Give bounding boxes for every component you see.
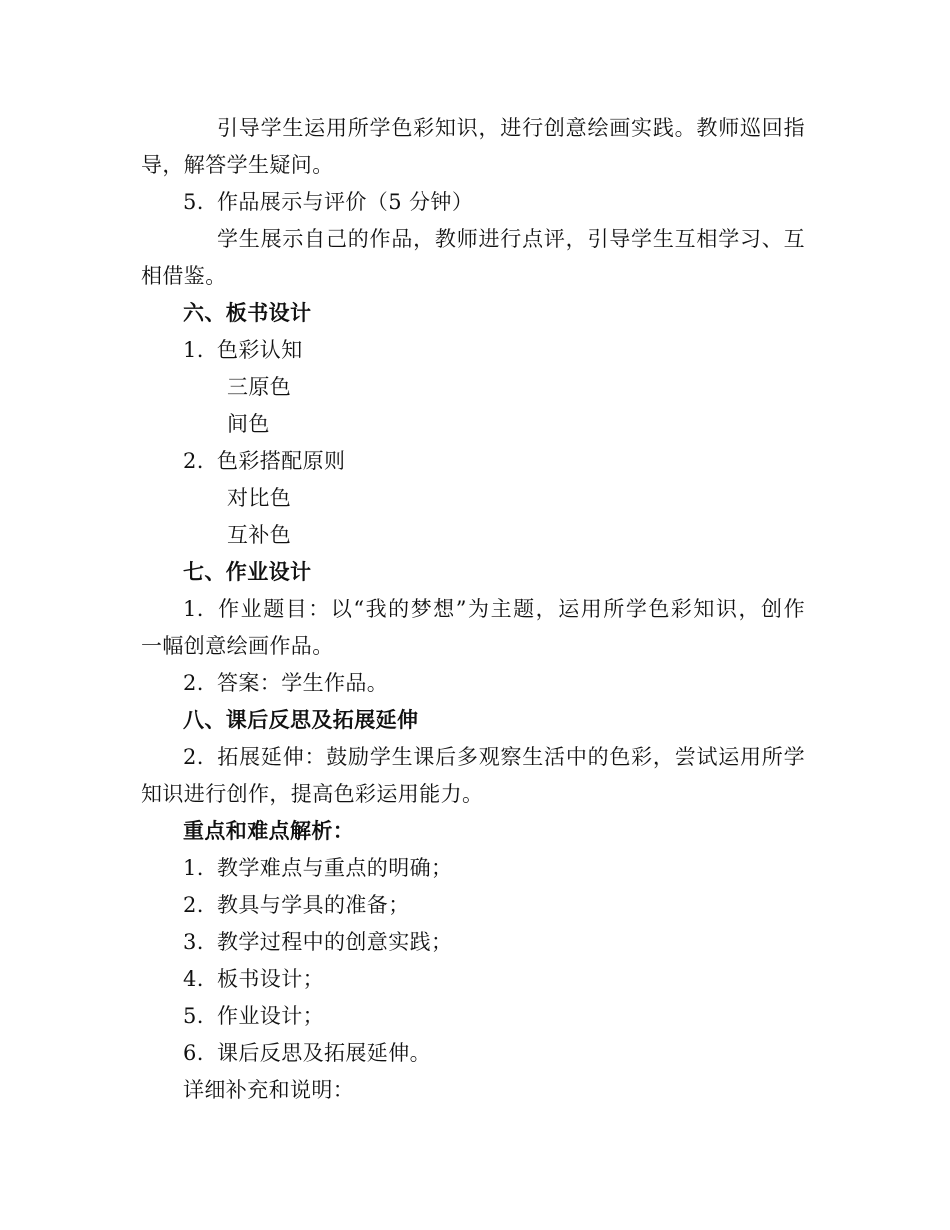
list-item [141, 850, 805, 887]
list-number: 2. [183, 449, 204, 473]
section-heading [141, 813, 805, 850]
sub-item [141, 406, 805, 443]
list-text: 课后反思及拓展延伸。 [217, 1041, 431, 1065]
section-heading-text: 六、板书设计 [183, 301, 312, 325]
list-number: 6. [183, 1041, 204, 1065]
list-text: 教具与学具的准备； [217, 893, 410, 917]
section-heading [141, 554, 805, 591]
section-heading-text: 八、课后反思及拓展延伸 [183, 708, 419, 732]
paragraph-text: 导，解答学生疑问。 [141, 153, 334, 177]
list-text: 答案：学生作品。 [217, 671, 389, 695]
paragraph-text: 相借鉴。 [141, 264, 227, 288]
list-item [141, 887, 805, 924]
list-text: 板书设计； [217, 967, 324, 991]
list-number: 2. [183, 893, 204, 917]
section-heading-text: 重点和难点解析： [183, 819, 355, 843]
sub-item-text: 三原色 [227, 375, 292, 399]
list-item [141, 998, 805, 1035]
paragraph-line [141, 1072, 805, 1109]
list-item [141, 924, 805, 961]
list-item [141, 665, 805, 702]
paragraph-line [141, 628, 805, 665]
list-number: 2. [183, 671, 204, 695]
paragraph-text: 一幅创意绘画作品。 [141, 634, 334, 658]
list-text: 作品展示与评价（5 分钟） [217, 190, 474, 214]
list-number: 1. [183, 338, 204, 362]
list-text: 拓展延伸：鼓励学生课后多观察生活中的色彩，尝试运用所学 [217, 745, 805, 769]
sub-item-text: 间色 [227, 412, 270, 436]
list-item [141, 591, 805, 628]
paragraph-line [141, 110, 805, 147]
section-heading-text: 七、作业设计 [183, 560, 312, 584]
section-heading [141, 295, 805, 332]
sub-item [141, 480, 805, 517]
list-number: 3. [183, 930, 204, 954]
paragraph-text: 学生展示自己的作品，教师进行点评，引导学生互相学习、互 [217, 227, 805, 251]
section-heading [141, 702, 805, 739]
sub-item [141, 369, 805, 406]
paragraph-text: 详细补充和说明： [183, 1078, 355, 1102]
list-text: 教学难点与重点的明确； [217, 856, 453, 880]
list-text: 色彩认知 [217, 338, 303, 362]
paragraph-line [141, 147, 805, 184]
list-number: 1. [183, 597, 204, 621]
list-item [141, 739, 805, 776]
sub-item-text: 对比色 [227, 486, 292, 510]
paragraph-line [141, 258, 805, 295]
list-text: 色彩搭配原则 [217, 449, 346, 473]
paragraph-text: 引导学生运用所学色彩知识，进行创意绘画实践。教师巡回指 [217, 116, 805, 140]
list-number: 5. [183, 190, 204, 214]
list-item [141, 443, 805, 480]
paragraph-line [141, 221, 805, 258]
list-number: 2. [183, 745, 204, 769]
sub-item-text: 互补色 [227, 523, 292, 547]
sub-item [141, 517, 805, 554]
list-number: 1. [183, 856, 204, 880]
document-body [141, 110, 805, 1109]
list-text: 教学过程中的创意实践； [217, 930, 453, 954]
list-text: 作业设计； [217, 1004, 324, 1028]
paragraph-text: 知识进行创作，提高色彩运用能力。 [141, 782, 484, 806]
list-text: 作业题目：以“我的梦想”为主题，运用所学色彩知识，创作 [217, 597, 805, 621]
list-number: 4. [183, 967, 204, 991]
paragraph-line [141, 776, 805, 813]
list-item [141, 184, 805, 221]
list-item [141, 961, 805, 998]
list-number: 5. [183, 1004, 204, 1028]
list-item [141, 1035, 805, 1072]
list-item [141, 332, 805, 369]
